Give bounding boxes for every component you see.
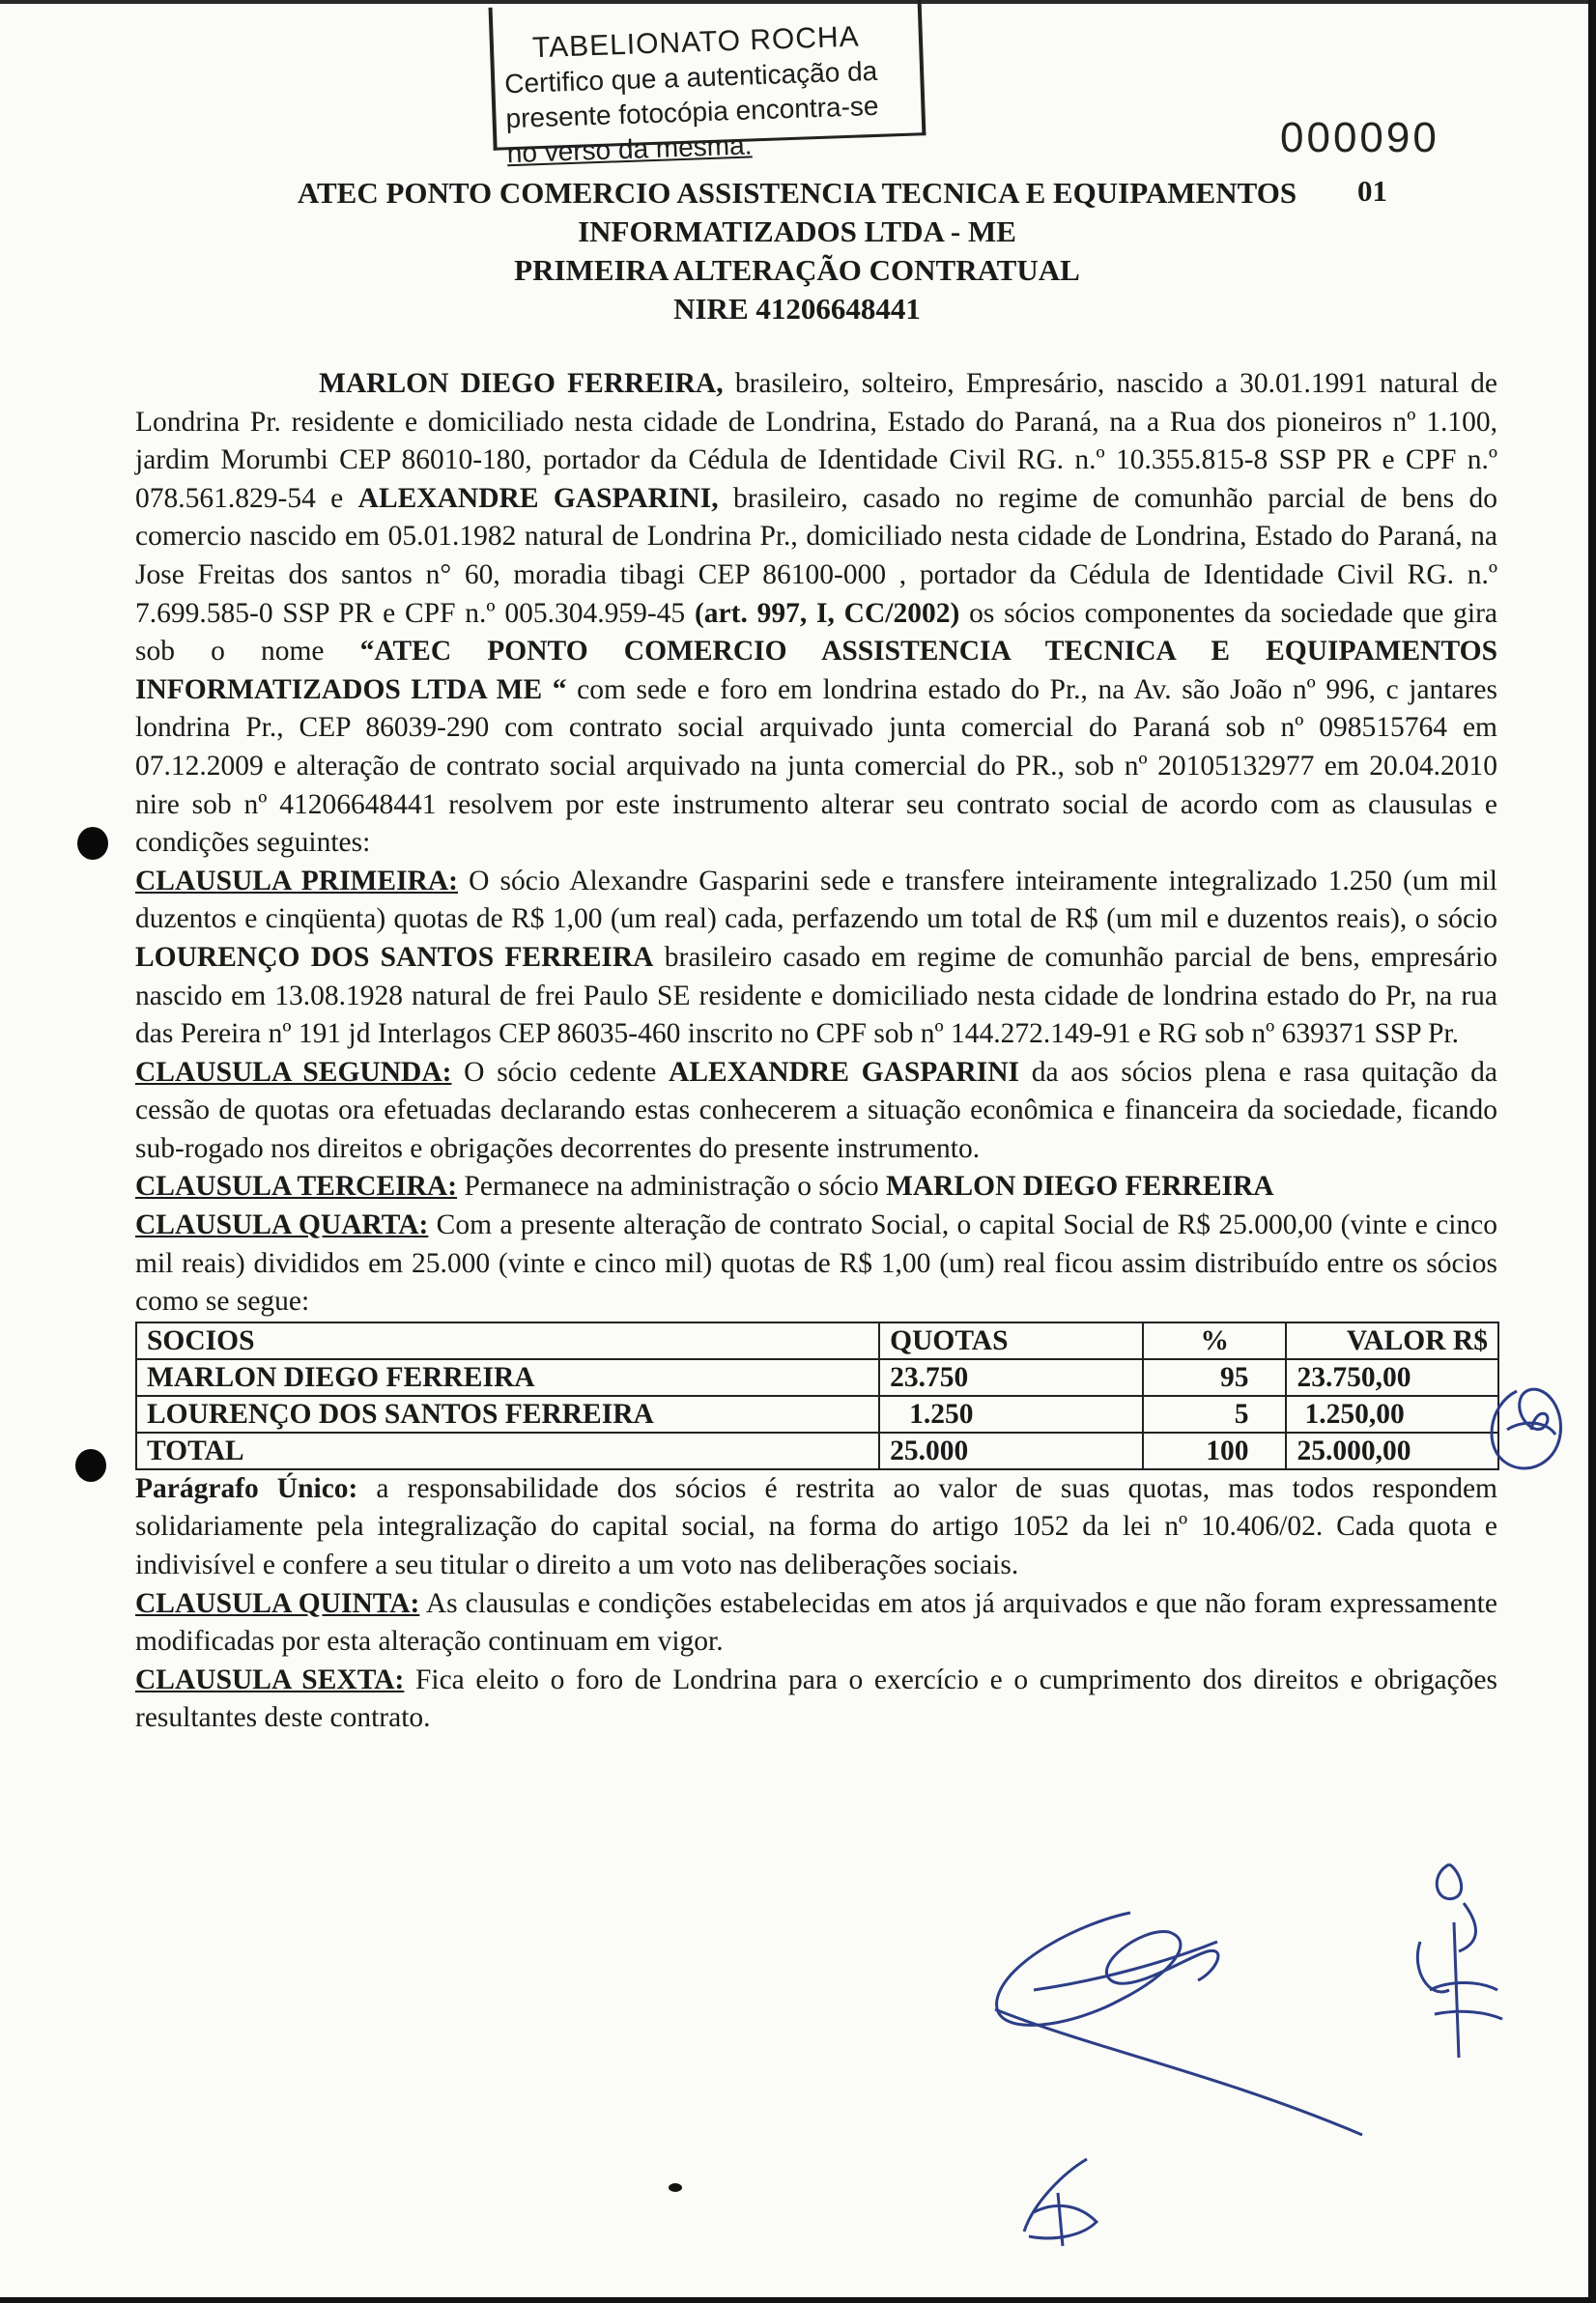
table-cell: 5: [1143, 1396, 1286, 1433]
clause-segunda: [135, 1054, 1497, 1169]
stamp-line-1: TABELIONATO ROCHA: [531, 20, 861, 65]
scan-edge-bottom: [0, 2297, 1596, 2303]
socio1-name: MARLON DIEGO FERREIRA,: [319, 368, 724, 399]
table-header-cell: SOCIOS: [136, 1322, 879, 1359]
paragrafo-unico-title: Parágrafo Único:: [135, 1472, 358, 1504]
table-cell: TOTAL: [136, 1433, 879, 1469]
clause-segunda-name: ALEXANDRE GASPARINI: [669, 1056, 1019, 1088]
punch-hole-mark: [77, 827, 108, 860]
paragrafo-unico-text: a responsabilidade dos sócios é restrita ao valor de suas quotas, mas todos respondem solidariamente pela integralização do capital social, na forma do artigo 1052 da lei nº 10.406/02. Cada quota e indivisível e confere a seu titular o direito a um voto nas deliberações sociais.: [135, 1472, 1497, 1581]
table-cell: LOURENÇO DOS SANTOS FERREIRA: [136, 1396, 879, 1433]
table-cell: MARLON DIEGO FERREIRA: [136, 1359, 879, 1396]
clause-segunda-text-b: da aos sócios plena e rasa quitação da cessão de quotas ora efetuadas declarando estas conhecerem a situação econômica e financeira da sociedade, ficando sub-rogado nos direitos e obrigações decorrentes do presente instrumento.: [135, 1056, 1497, 1164]
socio2-name: ALEXANDRE GASPARINI,: [357, 482, 719, 514]
table-cell: 100: [1143, 1433, 1286, 1469]
paragrafo-unico: [135, 1470, 1497, 1585]
table-header-row: [136, 1322, 1498, 1359]
document-number: 000090: [1280, 114, 1439, 161]
socio2-details: brasileiro, casado no regime de comunhão parcial de bens do comercio nascido em 05.01.1982 natural de Londrina Pr., domiciliado nesta cidade de Londrina, Estado do Paraná, na Jose Freitas dos santos n° 60, moradia tibagi CEP 86100-000 , portador da Cédula de Identidade Civil RG. n.º 7.699.585-0 SSP PR e CPF n.º 005.304.959-45: [135, 482, 1497, 629]
clause-sexta: [135, 1662, 1497, 1738]
document-heading: [135, 174, 1459, 328]
clause-quarta: [135, 1207, 1497, 1322]
notary-stamp: [489, 0, 926, 169]
punch-hole-mark: [75, 1449, 106, 1482]
initials-rubric: [1005, 2145, 1121, 2260]
clause-primeira-text-b: brasileiro casado em regime de comunhão parcial de bens, empresário nascido em 13.08.1928 natural de frei Paulo SE residente e domiciliado nesta cidade de londrina estado do Pr, na rua das Pereira nº 191 jd Interlagos CEP 86035-460 inscrito no CPF sob nº 144.272.149-91 e RG sob nº 639371 SSP Pr.: [135, 941, 1498, 1050]
heading-line-2: INFORMATIZADOS LTDA - ME: [578, 214, 1016, 248]
table-cell: 23.750: [879, 1359, 1143, 1396]
clause-terceira-text: Permanece na administração o sócio: [457, 1171, 887, 1203]
table-cell: 25.000,00: [1286, 1433, 1498, 1469]
table-row: [136, 1396, 1498, 1433]
heading-line-3: PRIMEIRA ALTERAÇÃO CONTRATUAL: [514, 253, 1080, 287]
table-header-cell: %: [1143, 1322, 1286, 1359]
clause-terceira: [135, 1168, 1497, 1207]
signature-2: [1391, 1845, 1526, 2067]
clause-primeira: [135, 863, 1497, 1054]
table-cell: 23.750,00: [1286, 1359, 1498, 1396]
clause-terceira-name: MARLON DIEGO FERREIRA: [886, 1171, 1274, 1203]
scan-edge-right: [1588, 0, 1596, 2303]
heading-line-4: NIRE 41206648441: [673, 292, 921, 326]
law-reference: (art. 997, I, CC/2002): [694, 597, 960, 629]
table-cell: 25.000: [879, 1433, 1143, 1469]
socio1-details: brasileiro, solteiro, Empresário, nascido a 30.01.1991 natural de Londrina Pr. residente e domiciliado nesta cidade de Londrina, Estado do Paraná, na a Rua dos pioneiros nº 1.100, jardim Morumbi CEP 86010-180, portador da Cédula de Identidade Civil RG. n.º 10.355.815-8 SSP PR e CPF n.º 078.561.829-54 e: [135, 368, 1497, 514]
table-cell: 95: [1143, 1359, 1286, 1396]
table-header-cell: VALOR R$: [1286, 1322, 1498, 1359]
preamble-text-b: com sede e foro em londrina estado do Pr., na Av. são João nº 996, c jantares londrina Pr., CEP 86039-290 com contrato social arquivado junta comercial do Paraná sob nº 098515764 em 07.12.2009 e alteração de contrato social arquivado na junta comercial do PR., sob nº 20105132977 em 20.04.2010 nire sob nº 41206648441 resolvem por este instrumento alterar seu contrato social de acordo com as clausulas e condições seguintes:: [135, 673, 1497, 859]
margin-rubric-signature: [1478, 1372, 1575, 1497]
preamble-text-a: os sócios componentes da sociedade que gira sob o nome: [135, 597, 1497, 668]
contract-body: [135, 365, 1497, 1738]
heading-line-1: ATEC PONTO COMERCIO ASSISTENCIA TECNICA E EQUIPAMENTOS: [297, 176, 1297, 210]
clause-primeira-title: CLAUSULA PRIMEIRA:: [135, 865, 458, 896]
table-total-row: [136, 1433, 1498, 1469]
clause-quinta: [135, 1585, 1497, 1662]
table-row: [136, 1359, 1498, 1396]
clause-quarta-text: Com a presente alteração de contrato Social, o capital Social de R$ 25.000,00 (vinte e cinco mil reais) divididos em 25.000 (vinte e cinco mil) quotas de R$ 1,00 (um) real ficou assim distribuído entre os sócios como se segue:: [135, 1209, 1497, 1318]
quota-table: [135, 1322, 1499, 1470]
page-number: 01: [1357, 174, 1387, 208]
company-name: “ATEC PONTO COMERCIO ASSISTENCIA TECNICA E EQUIPAMENTOS INFORMATIZADOS LTDA ME “: [135, 636, 1497, 705]
stamp-line-2: Certifico que a autenticação da: [503, 55, 878, 100]
table-cell: 1.250,00: [1286, 1396, 1498, 1433]
table-cell: 1.250: [879, 1396, 1143, 1433]
signature-1: [976, 1884, 1382, 2154]
clause-terceira-title: CLAUSULA TERCEIRA:: [135, 1171, 458, 1203]
stamp-line-4: no verso da mesma.: [506, 129, 753, 169]
clause-segunda-title: CLAUSULA SEGUNDA:: [135, 1056, 452, 1088]
preamble-paragraph: [135, 365, 1497, 863]
stamp-line-3: presente fotocópia encontra-se: [505, 90, 879, 134]
clause-quinta-text: As clausulas e condições estabelecidas em atos já arquivados e que não foram expressamente modificadas por esta alteração continuam em vigor.: [135, 1587, 1497, 1658]
clause-sexta-title: CLAUSULA SEXTA:: [135, 1663, 405, 1695]
clause-quinta-title: CLAUSULA QUINTA:: [135, 1587, 420, 1619]
ink-dot-mark: [669, 2183, 682, 2192]
table-header-cell: QUOTAS: [879, 1322, 1143, 1359]
clause-quarta-title: CLAUSULA QUARTA:: [135, 1209, 429, 1241]
clause-segunda-text-a: O sócio cedente: [451, 1056, 670, 1088]
clause-sexta-text: Fica eleito o foro de Londrina para o exercício e o cumprimento dos direitos e obrigações resultantes deste contrato.: [135, 1663, 1497, 1734]
clause-primeira-name: LOURENÇO DOS SANTOS FERREIRA: [135, 941, 654, 973]
clause-primeira-text-a: O sócio Alexandre Gasparini sede e transfere inteiramente integralizado 1.250 (um mil duzentos e cinqüenta) quotas de R$ 1,00 (um real) cada, perfazendo um total de R$ (um mil e duzentos reais), o sócio: [135, 865, 1498, 935]
